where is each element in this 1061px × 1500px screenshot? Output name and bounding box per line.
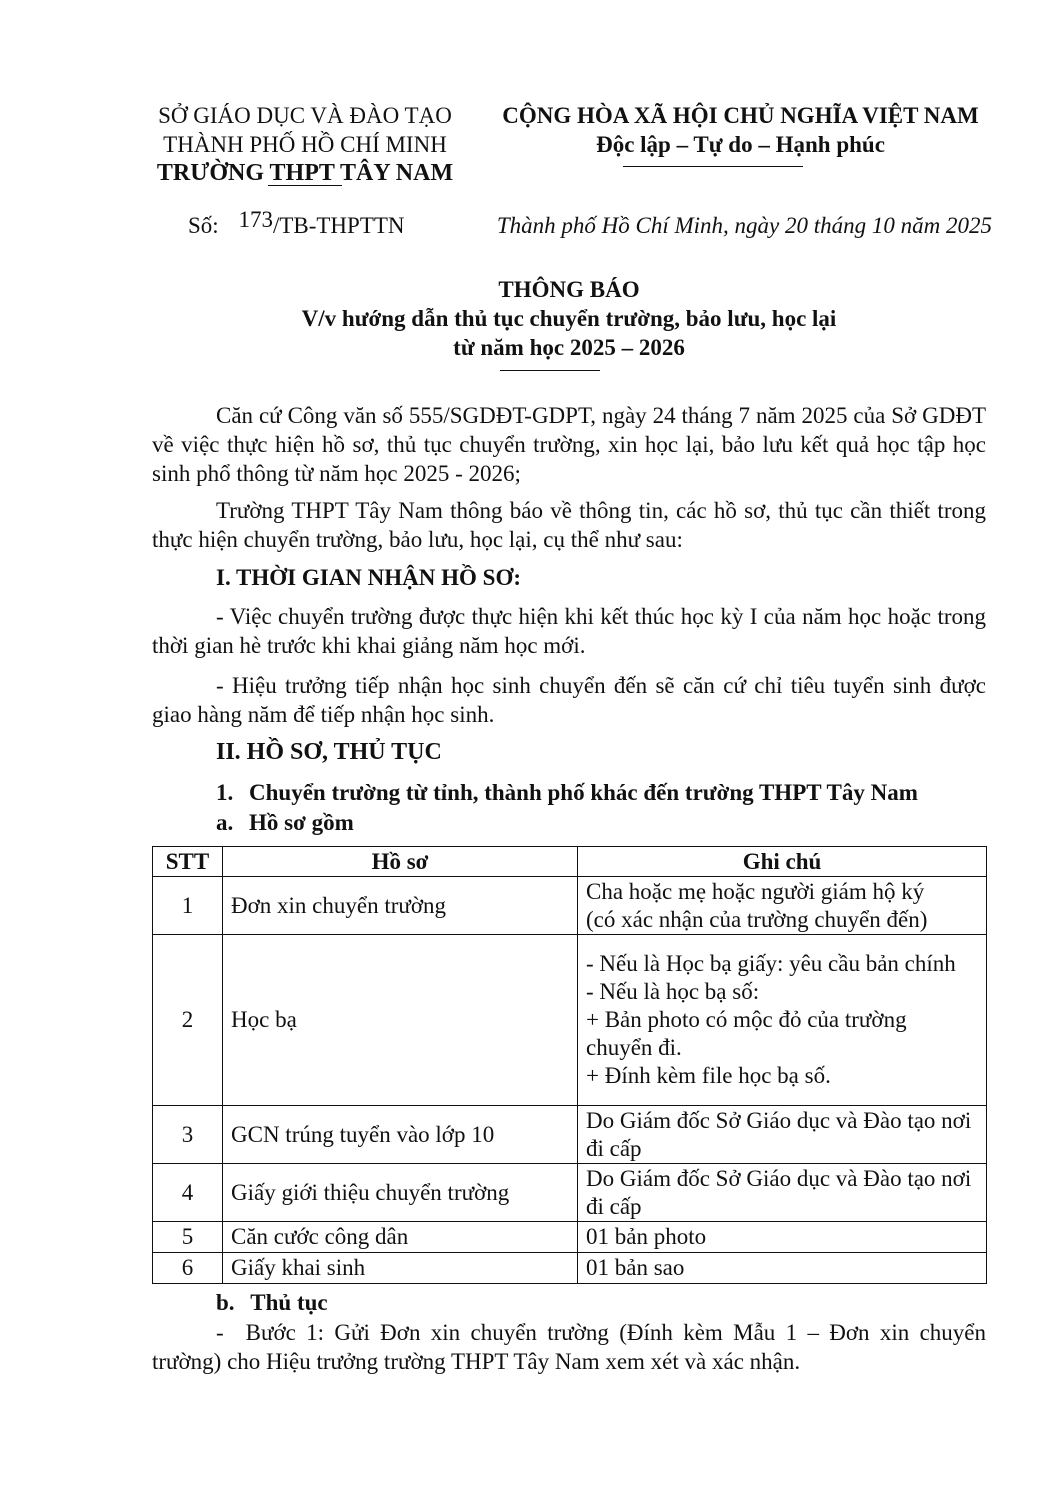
item-a-heading	[216, 808, 354, 837]
item-1-number: 1.	[216, 780, 234, 805]
table-row	[153, 1222, 987, 1253]
table-header-row	[153, 847, 987, 877]
place-date: Thành phố Hồ Chí Minh, ngày 20 tháng 10 năm 2025	[496, 213, 992, 238]
cell-stt: 2	[153, 935, 223, 1106]
cell-note: - Nếu là Học bạ giấy: yêu cầu bản chính - Nếu là học bạ số: + Bản photo có mộc đỏ của trường chuyển đi. + Đính kèm file học bạ số.	[578, 935, 987, 1106]
agency-line-2: THÀNH PHỐ HỒ CHÍ MINH	[163, 132, 447, 157]
header-note: Ghi chú	[578, 847, 987, 877]
cell-document: Giấy giới thiệu chuyển trường	[223, 1164, 578, 1222]
cell-stt: 4	[153, 1164, 223, 1222]
item-1-text: Chuyển trường từ tỉnh, thành phố khác đến trường THPT Tây Nam	[249, 780, 918, 805]
cell-document: Đơn xin chuyển trường	[223, 877, 578, 935]
item-1-heading	[216, 778, 918, 807]
cell-note: Do Giám đốc Sở Giáo dục và Đào tạo nơi đi cấp	[578, 1106, 987, 1164]
motto-underline	[623, 166, 803, 167]
cell-document: Giấy khai sinh	[223, 1253, 578, 1284]
national-header	[488, 101, 993, 159]
agency-line-1: SỞ GIÁO DỤC VÀ ĐÀO TẠO	[158, 103, 452, 128]
section-1-paragraph-2: - Hiệu trưởng tiếp nhận học sinh chuyển đến sẽ căn cứ chỉ tiêu tuyển sinh được giao hàng năm để tiếp nhận học sinh.	[152, 673, 986, 727]
documents-table	[152, 846, 987, 1284]
cell-document: Học bạ	[223, 935, 578, 1106]
step-1-text: Bước 1: Gửi Đơn xin chuyển trường (Đính kèm Mẫu 1 – Đơn xin chuyển trường) cho Hiệu trưởng trường THPT Tây Nam xem xét và xác nhận.	[152, 1320, 986, 1374]
item-b-number: b.	[216, 1290, 235, 1315]
cell-stt: 3	[153, 1106, 223, 1164]
national-motto: Độc lập – Tự do – Hạnh phúc	[596, 132, 885, 157]
doc-number-value: 173	[238, 207, 273, 232]
cell-stt: 6	[153, 1253, 223, 1284]
header-stt: STT	[153, 847, 223, 877]
doc-number	[188, 207, 405, 240]
cell-note: 01 bản sao	[578, 1253, 987, 1284]
paragraph-intro: Trường THPT Tây Nam thông báo về thông tin, các hồ sơ, thủ tục cần thiết trong thực hiện chuyển trường, bảo lưu, học lại, cụ thể như sau:	[152, 498, 986, 552]
paragraph-legal-basis: Căn cứ Công văn số 555/SGDĐT-GDPT, ngày 24 tháng 7 năm 2025 của Sở GDĐT về việc thực hiện hồ sơ, thủ tục chuyển trường, xin học lại, bảo lưu kết quả học tập học sinh phổ thông từ năm học 2025 - 2026;	[152, 403, 986, 486]
title-main: THÔNG BÁO	[498, 277, 640, 302]
document-title	[152, 275, 986, 362]
cell-note: Cha hoặc mẹ hoặc người giám hộ ký (có xác nhận của trường chuyển đến)	[578, 877, 987, 935]
item-a-text: Hồ sơ gồm	[249, 810, 354, 835]
header-document: Hồ sơ	[223, 847, 578, 877]
section-2-heading: II. HỒ SƠ, THỦ TỤC	[216, 739, 442, 765]
procedure-step-1	[152, 1318, 986, 1376]
title-subject-2: từ năm học 2025 – 2026	[453, 335, 685, 360]
title-underline	[500, 370, 600, 371]
title-subject-1: V/v hướng dẫn thủ tục chuyển trường, bảo lưu, học lại	[301, 306, 837, 331]
item-b-heading	[216, 1288, 328, 1317]
cell-stt: 5	[153, 1222, 223, 1253]
table-row	[153, 1106, 987, 1164]
agency-header	[140, 101, 470, 188]
step-1-dash: -	[216, 1320, 224, 1345]
section-1-paragraph-1: - Việc chuyển trường được thực hiện khi kết thúc học kỳ I của năm học hoặc trong thời gian hè trước khi khai giảng năm học mới.	[152, 604, 986, 658]
school-underline	[268, 185, 342, 186]
cell-note: 01 bản photo	[578, 1222, 987, 1253]
table-row	[153, 1253, 987, 1284]
item-b-text: Thủ tục	[250, 1290, 328, 1315]
table-row	[153, 877, 987, 935]
item-a-number: a.	[216, 810, 234, 835]
cell-document: GCN trúng tuyển vào lớp 10	[223, 1106, 578, 1164]
cell-document: Căn cước công dân	[223, 1222, 578, 1253]
doc-number-suffix: /TB-THPTTN	[272, 213, 405, 238]
school-name: TRƯỜNG THPT TÂY NAM	[156, 160, 454, 186]
table-row	[153, 1164, 987, 1222]
cell-stt: 1	[153, 877, 223, 935]
table-row	[153, 935, 987, 1106]
section-1-heading: I. THỜI GIAN NHẬN HỒ SƠ:	[216, 565, 522, 590]
cell-note: Do Giám đốc Sở Giáo dục và Đào tạo nơi đi cấp	[578, 1164, 987, 1222]
doc-number-prefix: Số:	[188, 213, 219, 238]
national-title: CỘNG HÒA XÃ HỘI CHỦ NGHĨA VIỆT NAM	[502, 103, 979, 128]
